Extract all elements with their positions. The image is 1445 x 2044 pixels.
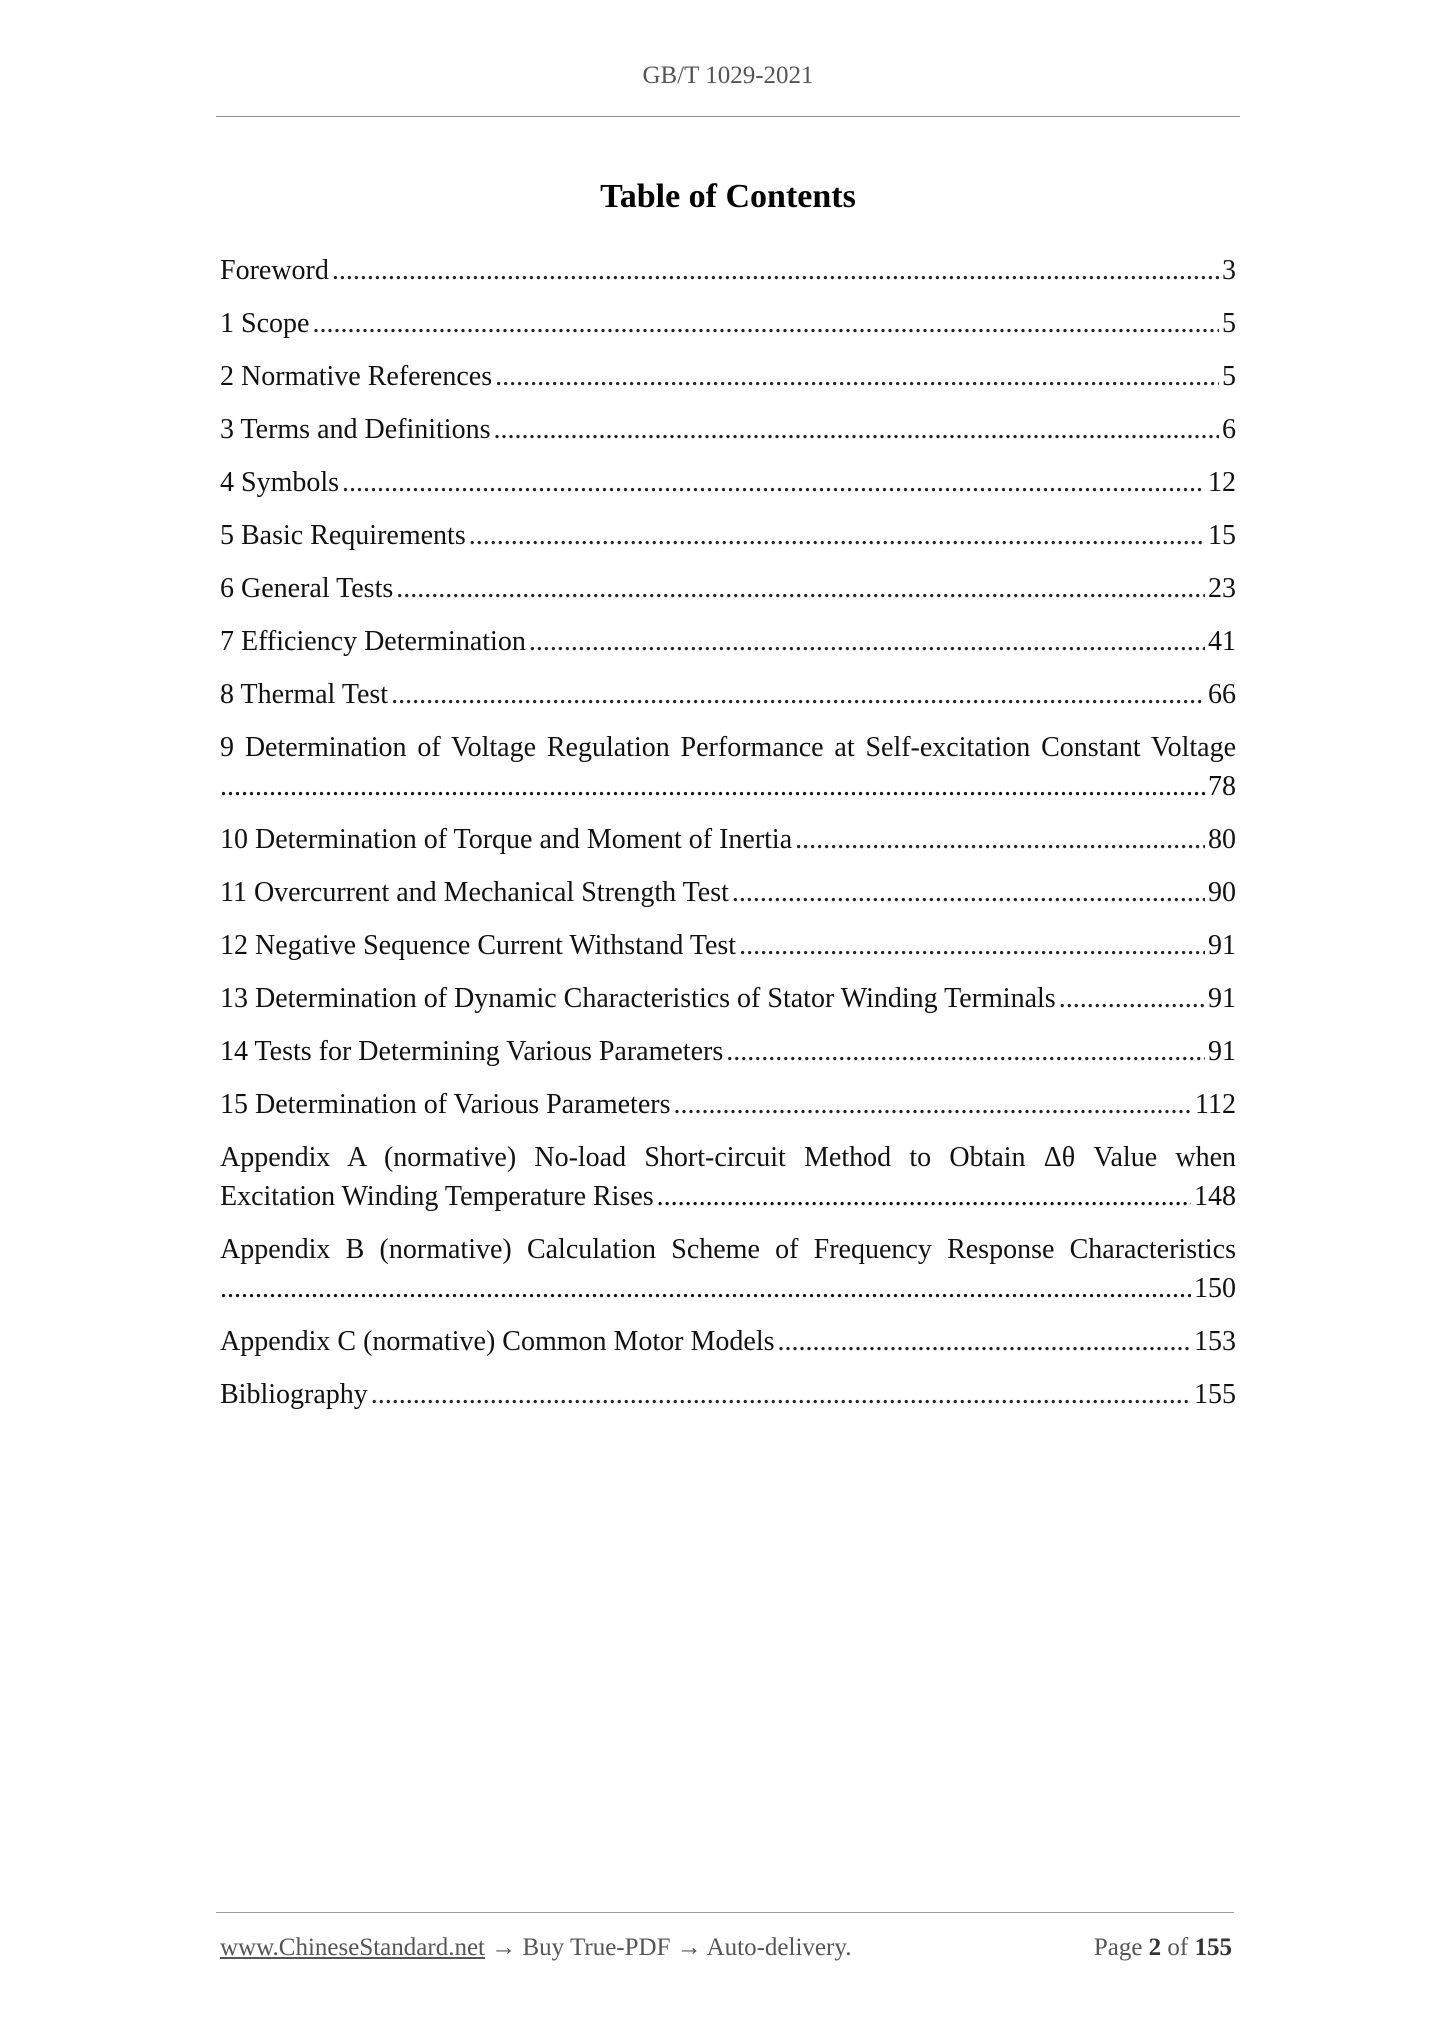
dot-leader: [529, 622, 1205, 661]
toc-entry-label: 3 Terms and Definitions: [220, 414, 491, 445]
toc-entry-label: 14 Tests for Determining Various Parameters: [220, 1036, 724, 1067]
toc-entry-page: 5: [1222, 361, 1236, 392]
toc-entry-page: 12: [1208, 467, 1236, 498]
toc-entry-label: 7 Efficiency Determination: [220, 626, 526, 657]
dot-leader: [469, 516, 1205, 555]
dot-leader: [493, 410, 1219, 449]
toc-entry-page: 148: [1194, 1181, 1236, 1212]
toc-entry-appendix-c[interactable]: [220, 1322, 1236, 1375]
page-footer: [220, 1934, 1232, 1962]
toc-entry-page: 66: [1208, 679, 1236, 710]
toc-entry-label: 4 Symbols: [220, 467, 340, 498]
toc-entry-terms-and-definitions[interactable]: [220, 410, 1236, 463]
dot-leader: [795, 820, 1205, 859]
toc-entry-normative-references[interactable]: [220, 357, 1236, 410]
toc-entry-thermal-test[interactable]: [220, 675, 1236, 728]
toc-entry-scope[interactable]: [220, 304, 1236, 357]
toc-entry-page: 112: [1195, 1089, 1236, 1120]
toc-entry-page: 90: [1208, 877, 1236, 908]
dot-leader: [220, 1269, 1191, 1308]
page-number: [1094, 1934, 1232, 1962]
toc-entry-label: Appendix C (normative) Common Motor Models: [220, 1326, 775, 1357]
toc-entry-appendix-a[interactable]: [220, 1138, 1236, 1230]
toc-entry-label: Appendix B (normative) Calculation Scheme of Frequency Response Characteristics: [220, 1234, 1236, 1265]
toc-entry-page: 5: [1222, 308, 1236, 339]
footer-promo: → Buy True-PDF → Auto-delivery.: [491, 1934, 852, 1961]
toc-entry-general-tests[interactable]: [220, 569, 1236, 622]
toc-entry-page: 91: [1208, 1036, 1236, 1067]
toc-entry-page: 153: [1194, 1326, 1236, 1357]
toc-entry-label: 6 General Tests: [220, 573, 394, 604]
dot-leader: [495, 357, 1219, 396]
toc-entry-label: 11 Overcurrent and Mechanical Strength Test: [220, 877, 729, 908]
dot-leader: [332, 251, 1219, 290]
toc-entry-appendix-b[interactable]: [220, 1230, 1236, 1322]
footer-left: [220, 1934, 851, 1962]
toc-entry-page: 80: [1208, 824, 1236, 855]
toc-entry-voltage-regulation[interactable]: [220, 728, 1236, 820]
dot-leader: [673, 1085, 1192, 1124]
toc-entry-label-continued: Excitation Winding Temperature Rises: [220, 1181, 654, 1212]
toc-entry-stator-winding[interactable]: [220, 979, 1236, 1032]
toc-entry-basic-requirements[interactable]: [220, 516, 1236, 569]
footer-divider: [216, 1912, 1234, 1913]
dot-leader: [220, 767, 1205, 806]
header-divider: [216, 116, 1240, 117]
toc-entry-label: 15 Determination of Various Parameters: [220, 1089, 671, 1120]
dot-leader: [739, 926, 1205, 965]
toc-entry-negative-sequence[interactable]: [220, 926, 1236, 979]
toc-entry-efficiency-determination[interactable]: [220, 622, 1236, 675]
toc-entry-label: 1 Scope: [220, 308, 310, 339]
toc-entry-page: 155: [1194, 1379, 1236, 1410]
dot-leader: [1059, 979, 1205, 1018]
dot-leader: [342, 463, 1205, 502]
toc-entry-symbols[interactable]: [220, 463, 1236, 516]
running-header: GB/T 1029-2021: [642, 62, 814, 89]
toc-entry-label: Foreword: [220, 255, 329, 286]
page-word: Page: [1093, 1934, 1143, 1961]
toc-entry-label: 12 Negative Sequence Current Withstand Test: [220, 930, 737, 961]
page-current: 2: [1148, 1934, 1162, 1961]
toc-entry-label: Bibliography: [220, 1379, 368, 1410]
toc-entry-page: 23: [1208, 573, 1236, 604]
toc-entry-label: 10 Determination of Torque and Moment of Inertia: [220, 824, 793, 855]
dot-leader: [371, 1375, 1191, 1414]
toc-entry-label: 2 Normative References: [220, 361, 493, 392]
toc-entry-page: 15: [1208, 520, 1236, 551]
toc-entry-parameter-determination[interactable]: [220, 1085, 1236, 1138]
toc-entry-parameter-tests[interactable]: [220, 1032, 1236, 1085]
dot-leader: [732, 873, 1205, 912]
dot-leader: [391, 675, 1205, 714]
toc-entry-overcurrent-test[interactable]: [220, 873, 1236, 926]
toc-entry-label: 5 Basic Requirements: [220, 520, 466, 551]
toc-entry-bibliography[interactable]: [220, 1375, 1236, 1428]
page-of: of: [1167, 1934, 1189, 1961]
dot-leader: [726, 1032, 1205, 1071]
toc-entry-label: 9 Determination of Voltage Regulation Performance at Self-excitation Constant Voltage: [220, 732, 1236, 763]
site-link[interactable]: www.ChineseStandard.net: [220, 1934, 485, 1961]
page-total: 155: [1194, 1934, 1232, 1961]
page-title: Table of Contents: [600, 178, 856, 215]
toc-entry-label: 8 Thermal Test: [220, 679, 389, 710]
dot-leader: [778, 1322, 1191, 1361]
toc-entry-page: 78: [1208, 771, 1236, 802]
dot-leader: [312, 304, 1219, 343]
dot-leader: [657, 1177, 1191, 1216]
toc-entry-page: 3: [1222, 255, 1236, 286]
toc-entry-label: Appendix A (normative) No-load Short-circuit Method to Obtain Δθ Value when: [220, 1142, 1236, 1173]
toc-entry-torque-inertia[interactable]: [220, 820, 1236, 873]
toc-entry-page: 91: [1208, 930, 1236, 961]
toc-entry-page: 6: [1222, 414, 1236, 445]
toc-entry-page: 150: [1194, 1273, 1236, 1304]
toc-entry-page: 41: [1208, 626, 1236, 657]
toc-entry-label: 13 Determination of Dynamic Characteristics of Stator Winding Terminals: [220, 983, 1056, 1014]
toc-entry-page: 91: [1208, 983, 1236, 1014]
table-of-contents: [220, 251, 1236, 1428]
dot-leader: [396, 569, 1205, 608]
toc-entry-foreword[interactable]: [220, 251, 1236, 304]
